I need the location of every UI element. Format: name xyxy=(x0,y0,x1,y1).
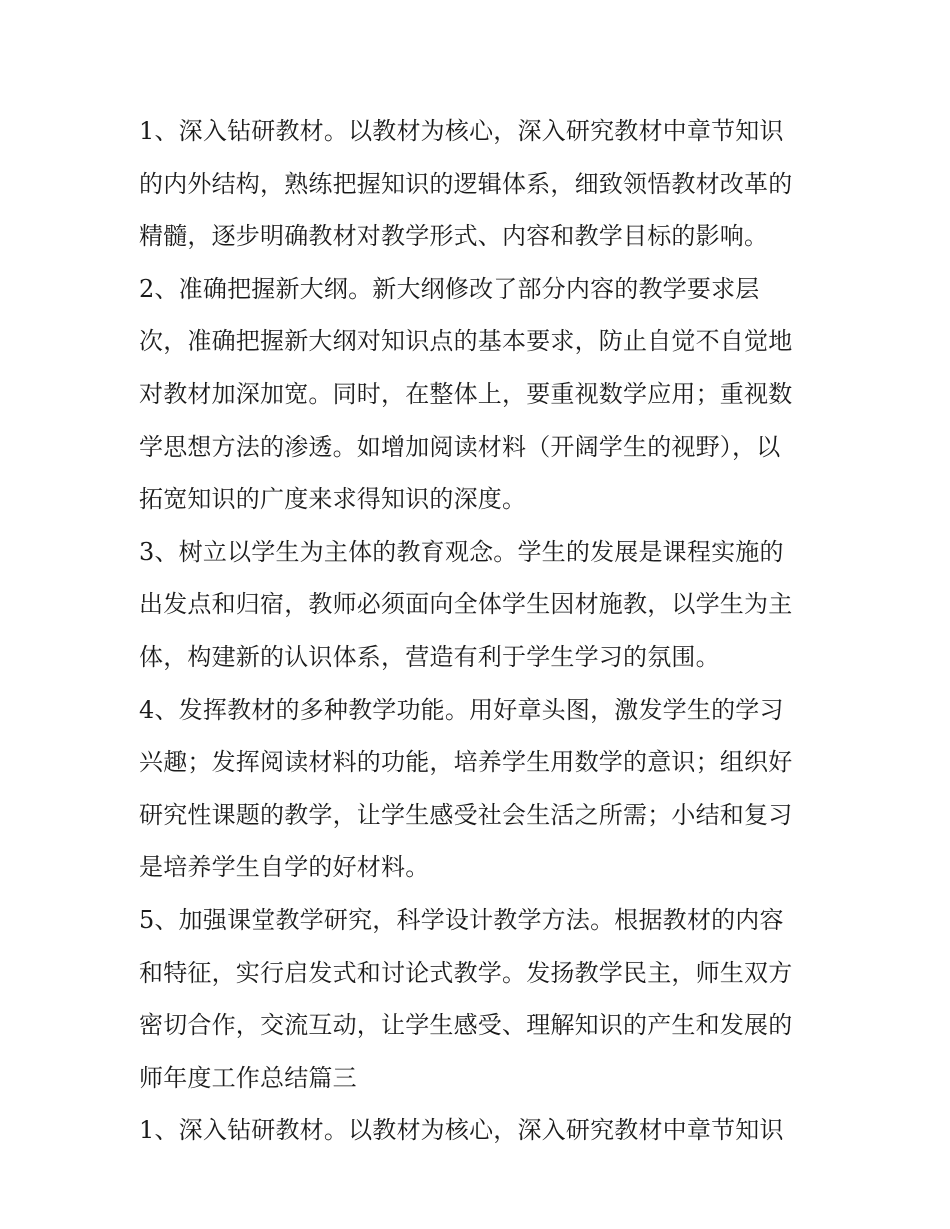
text-line: 对教材加深加宽。同时，在整体上，要重视数学应用；重视数 xyxy=(139,379,793,408)
text-line: 出发点和归宿，教师必须面向全体学生因材施教，以学生为主 xyxy=(139,590,793,619)
text-line: 是培养学生自学的好材料。 xyxy=(139,853,430,882)
text-line: 研究性课题的教学，让学生感受社会生活之所需；小结和复习 xyxy=(139,800,793,829)
document-body xyxy=(139,109,814,1161)
text-line: 兴趣；发挥阅读材料的功能，培养学生用数学的意识；组织好 xyxy=(139,748,793,777)
text-line: 学思想方法的渗透。如增加阅读材料（开阔学生的视野），以 xyxy=(139,432,781,461)
text-line: 1、深入钻研教材。以教材为核心，深入研究教材中章节知识 xyxy=(139,117,784,145)
text-line: 密切合作，交流互动，让学生感受、理解知识的产生和发展的 xyxy=(139,1011,793,1040)
text-line: 4、发挥教材的多种教学功能。用好章头图，激发学生的学习 xyxy=(139,695,784,724)
text-line: 和特征，实行启发式和讨论式教学。发扬教学民主，师生双方 xyxy=(139,958,793,987)
text-line: 3、树立以学生为主体的教育观念。学生的发展是课程实施的 xyxy=(139,537,784,566)
text-line: 的内外结构，熟练把握知识的逻辑体系，细致领悟教材改革的 xyxy=(139,169,793,198)
text-line: 5、加强课堂教学研究，科学设计教学方法。根据教材的内容 xyxy=(139,905,784,934)
text-line: 2、准确把握新大纲。新大纲修改了部分内容的教学要求层 xyxy=(139,274,760,303)
text-line: 1、深入钻研教材。以教材为核心，深入研究教材中章节知识 xyxy=(139,1116,784,1145)
text-line: 拓宽知识的广度来求得知识的深度。 xyxy=(139,485,527,514)
text-line: 体，构建新的认识体系，营造有利于学生学习的氛围。 xyxy=(139,642,720,671)
section-heading: 师年度工作总结篇三 xyxy=(139,1063,357,1092)
text-line: 精髓，逐步明确教材对教学形式、内容和教学目标的影响。 xyxy=(139,222,769,251)
text-line: 次，准确把握新大纲对知识点的基本要求，防止自觉不自觉地 xyxy=(139,327,793,356)
